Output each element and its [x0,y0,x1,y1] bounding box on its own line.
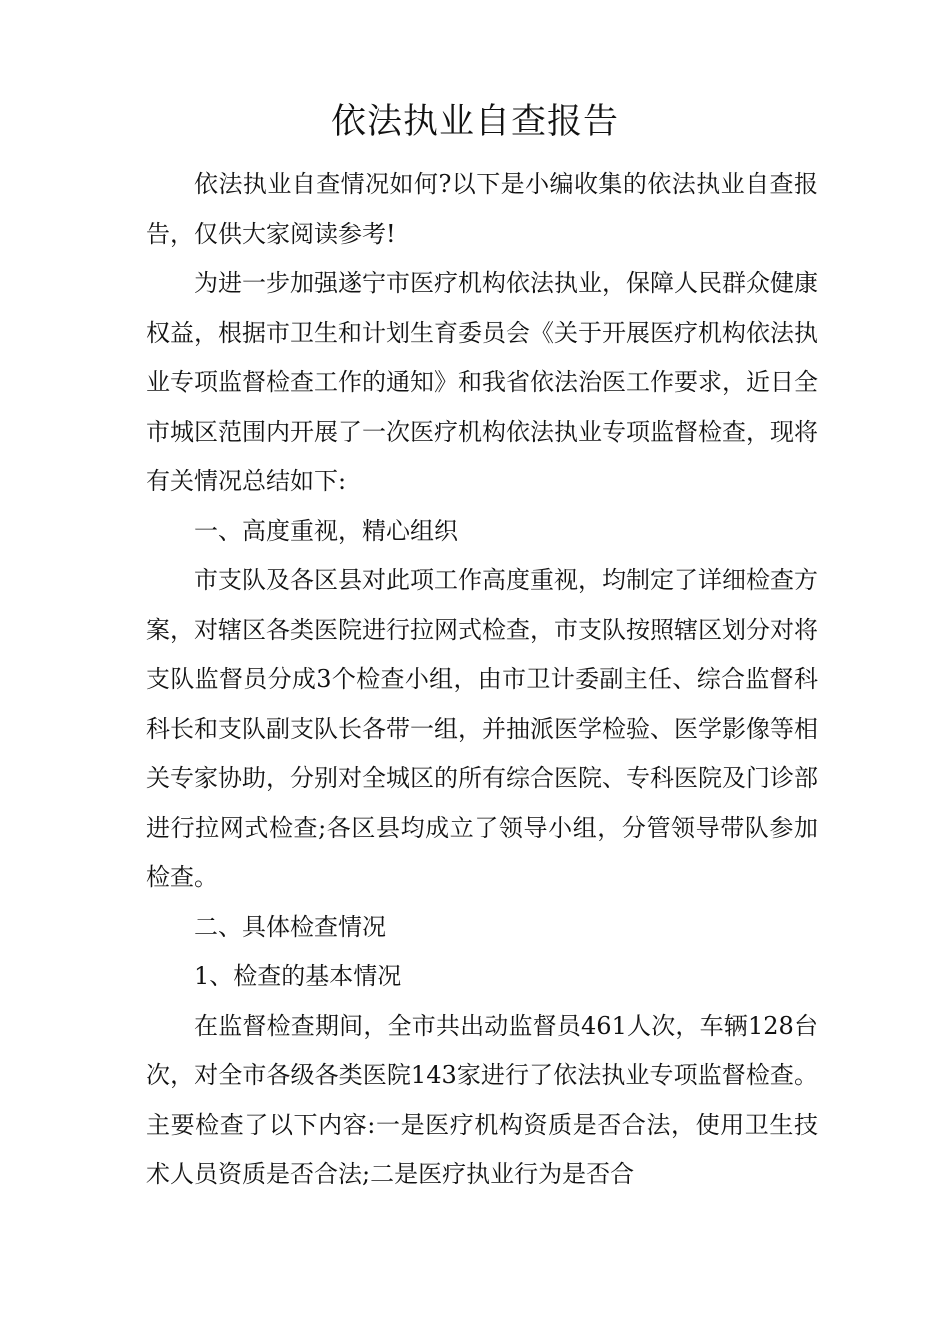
subsection-heading-1: 1、检查的基本情况 [194,962,402,990]
paragraph-inspection: 在监督检查期间，全市共出动监督员461人次，车辆128台次，对全市各级各类医院143家进行了依法执业专项监督检查。主要检查了以下内容:一是医疗机构资质是否合法，使用卫生技术人员资质是否合法;二是医疗执业行为是否合 [146,1011,818,1188]
section-heading-2: 二、具体检查情况 [194,912,386,941]
document-title: 依法执业自查报告 [330,102,619,142]
document-body [146,160,818,1200]
section-heading-1: 一、高度重视，精心组织 [194,516,458,545]
paragraph-organization: 市支队及各区县对此项工作高度重视，均制定了详细检查方案，对辖区各类医院进行拉网式检查，市支队按照辖区划分对将支队监督员分成3个检查小组，由市卫计委副主任、综合监督科科长和支队副支队长各带一组，并抽派医学检验、医学影像等相关专家协助，分别对全城区的所有综合医院、专科医院及门诊部进行拉网式检查;各区县均成立了领导小组，分管领导带队参加检查。 [146,566,818,891]
paragraph-background: 为进一步加强遂宁市医疗机构依法执业，保障人民群众健康权益，根据市卫生和计划生育委员会《关于开展医疗机构依法执业专项监督检查工作的通知》和我省依法治医工作要求，近日全市城区范围内开展了一次医疗机构依法执业专项监督检查，现将有关情况总结如下: [146,269,818,495]
paragraph-intro: 依法执业自查情况如何?以下是小编收集的依法执业自查报告，仅供大家阅读参考! [146,170,818,248]
